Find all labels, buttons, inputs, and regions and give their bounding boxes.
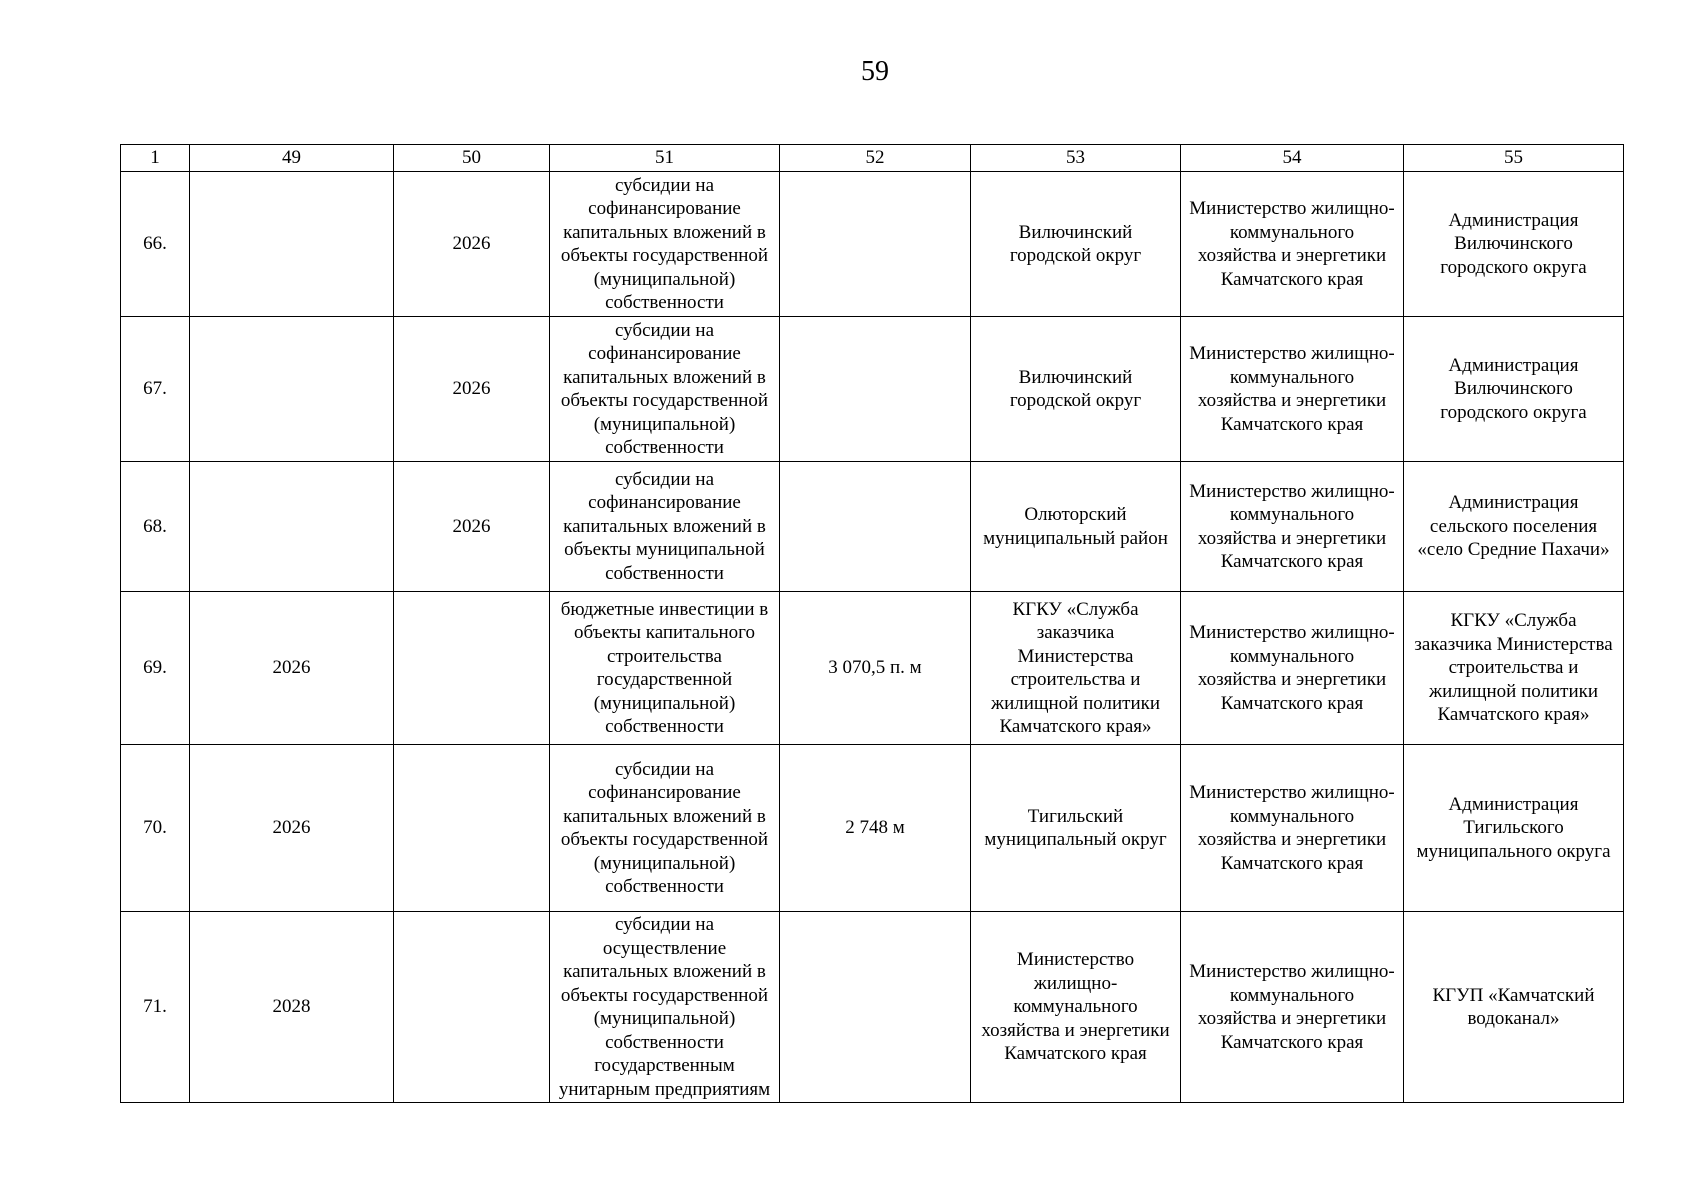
col-53-value: Вилючинский городской округ (1009, 221, 1142, 266)
col-50-value: 2026 (452, 378, 491, 400)
col-55-value: КГУП «Камчатский водоканал» (1432, 984, 1595, 1029)
header-cell-col-51: 51 (550, 145, 780, 172)
row-number-cell (121, 912, 190, 1103)
table-row (121, 592, 1624, 745)
col-52-cell (780, 912, 971, 1103)
col-54-cell (1181, 912, 1404, 1103)
col-51-cell (550, 745, 780, 912)
col-49-value: 2028 (272, 996, 311, 1018)
header-cell-col-54: 54 (1181, 145, 1404, 172)
col-53-value: Вилючинский городской округ (1009, 366, 1142, 411)
col-54-value: Министерство жилищно- коммунального хозяйства и энергетики Камчатского края (1189, 622, 1395, 714)
table-row (121, 462, 1624, 592)
col-49-value: 2026 (272, 817, 311, 839)
col-55-value: Администрация сельского поселения «село Средние Пахачи» (1417, 492, 1610, 561)
col-55-cell (1404, 912, 1624, 1103)
col-51-cell (550, 172, 780, 317)
table-row (121, 912, 1624, 1103)
col-51-cell (550, 592, 780, 745)
header-cell-col-50: 50 (394, 145, 550, 172)
col-54-cell (1181, 172, 1404, 317)
col-52-cell (780, 317, 971, 462)
col-53-cell (971, 745, 1181, 912)
data-table (120, 144, 1624, 1103)
col-54-cell (1181, 317, 1404, 462)
col-53-value: Министерство жилищно- коммунального хозяйства и энергетики Камчатского края (981, 949, 1170, 1065)
col-52-cell (780, 462, 971, 592)
col-49-cell (190, 462, 394, 592)
col-53-cell (971, 317, 1181, 462)
col-54-cell (1181, 592, 1404, 745)
col-55-value: КГКУ «Служба заказчика Министерства строительства и жилищной политики Камчатского края» (1414, 610, 1613, 726)
col-51-cell (550, 912, 780, 1103)
col-54-value: Министерство жилищно- коммунального хозяйства и энергетики Камчатского края (1189, 343, 1395, 435)
col-55-cell (1404, 462, 1624, 592)
col-52-cell (780, 592, 971, 745)
col-53-value: Тигильский муниципальный округ (984, 805, 1167, 850)
col-51-value: субсидии на софинансирование капитальных вложений в объекты государственной (муниципальной) собственности (560, 174, 769, 313)
col-52-value: 2 748 м (845, 817, 905, 839)
col-49-cell (190, 912, 394, 1103)
row-number: 66. (143, 233, 167, 255)
col-49-cell (190, 317, 394, 462)
col-55-cell (1404, 172, 1624, 317)
col-53-value: КГКУ «Служба заказчика Министерства строительства и жилищной политики Камчатского края» (990, 598, 1161, 737)
col-53-cell (971, 172, 1181, 317)
col-51-value: бюджетные инвестиции в объекты капитального строительства государственной (муниципальной) собственности (560, 598, 769, 737)
row-number: 67. (143, 378, 167, 400)
col-53-cell (971, 592, 1181, 745)
header-cell-col-1: 1 (121, 145, 190, 172)
col-54-cell (1181, 462, 1404, 592)
table-row (121, 317, 1624, 462)
col-51-cell (550, 317, 780, 462)
table-row (121, 745, 1624, 912)
col-51-cell (550, 462, 780, 592)
col-50-cell (394, 172, 550, 317)
col-51-value: субсидии на софинансирование капитальных вложений в объекты государственной (муниципальной) собственности (560, 319, 769, 458)
table-row (121, 172, 1624, 317)
page-number: 59 (861, 56, 889, 87)
row-number-cell (121, 745, 190, 912)
row-number-cell (121, 317, 190, 462)
col-51-value: субсидии на осуществление капитальных вложений в объекты государственной (муниципальной) собственности государственным унитарным предприятиям (558, 914, 771, 1100)
col-49-cell (190, 172, 394, 317)
header-cell-col-49: 49 (190, 145, 394, 172)
col-50-cell (394, 592, 550, 745)
col-52-cell (780, 172, 971, 317)
col-50-value: 2026 (452, 515, 491, 537)
col-50-cell (394, 912, 550, 1103)
col-49-cell (190, 745, 394, 912)
col-50-value: 2026 (452, 233, 491, 255)
row-number-cell (121, 462, 190, 592)
col-54-value: Министерство жилищно- коммунального хозяйства и энергетики Камчатского края (1189, 480, 1395, 572)
row-number: 70. (143, 817, 167, 839)
row-number: 69. (143, 657, 167, 679)
col-55-cell (1404, 592, 1624, 745)
col-55-cell (1404, 317, 1624, 462)
header-cell-col-55: 55 (1404, 145, 1624, 172)
col-49-value: 2026 (272, 657, 311, 679)
col-54-value: Министерство жилищно- коммунального хозяйства и энергетики Камчатского края (1189, 198, 1395, 290)
col-52-value: 3 070,5 п. м (828, 657, 922, 679)
col-52-cell (780, 745, 971, 912)
col-54-value: Министерство жилищно- коммунального хозяйства и энергетики Камчатского края (1189, 961, 1395, 1053)
col-53-cell (971, 912, 1181, 1103)
row-number-cell (121, 592, 190, 745)
row-number: 71. (143, 996, 167, 1018)
col-53-value: Олюторский муниципальный район (983, 504, 1168, 549)
row-number-cell (121, 172, 190, 317)
header-cell-col-52: 52 (780, 145, 971, 172)
col-49-cell (190, 592, 394, 745)
col-55-cell (1404, 745, 1624, 912)
col-55-value: Администрация Тигильского муниципального округа (1416, 793, 1611, 862)
col-53-cell (971, 462, 1181, 592)
header-cell-col-53: 53 (971, 145, 1181, 172)
col-54-cell (1181, 745, 1404, 912)
col-51-value: субсидии на софинансирование капитальных вложений в объекты муниципальной собственности (563, 468, 766, 584)
row-number: 68. (143, 515, 167, 537)
col-50-cell (394, 745, 550, 912)
col-50-cell (394, 462, 550, 592)
col-51-value: субсидии на софинансирование капитальных вложений в объекты государственной (муниципальной) собственности (560, 758, 769, 897)
col-55-value: Администрация Вилючинского городского округа (1440, 209, 1587, 278)
col-54-value: Министерство жилищно- коммунального хозяйства и энергетики Камчатского края (1189, 782, 1395, 874)
col-50-cell (394, 317, 550, 462)
col-55-value: Администрация Вилючинского городского округа (1440, 354, 1587, 423)
header-row (121, 145, 1624, 172)
